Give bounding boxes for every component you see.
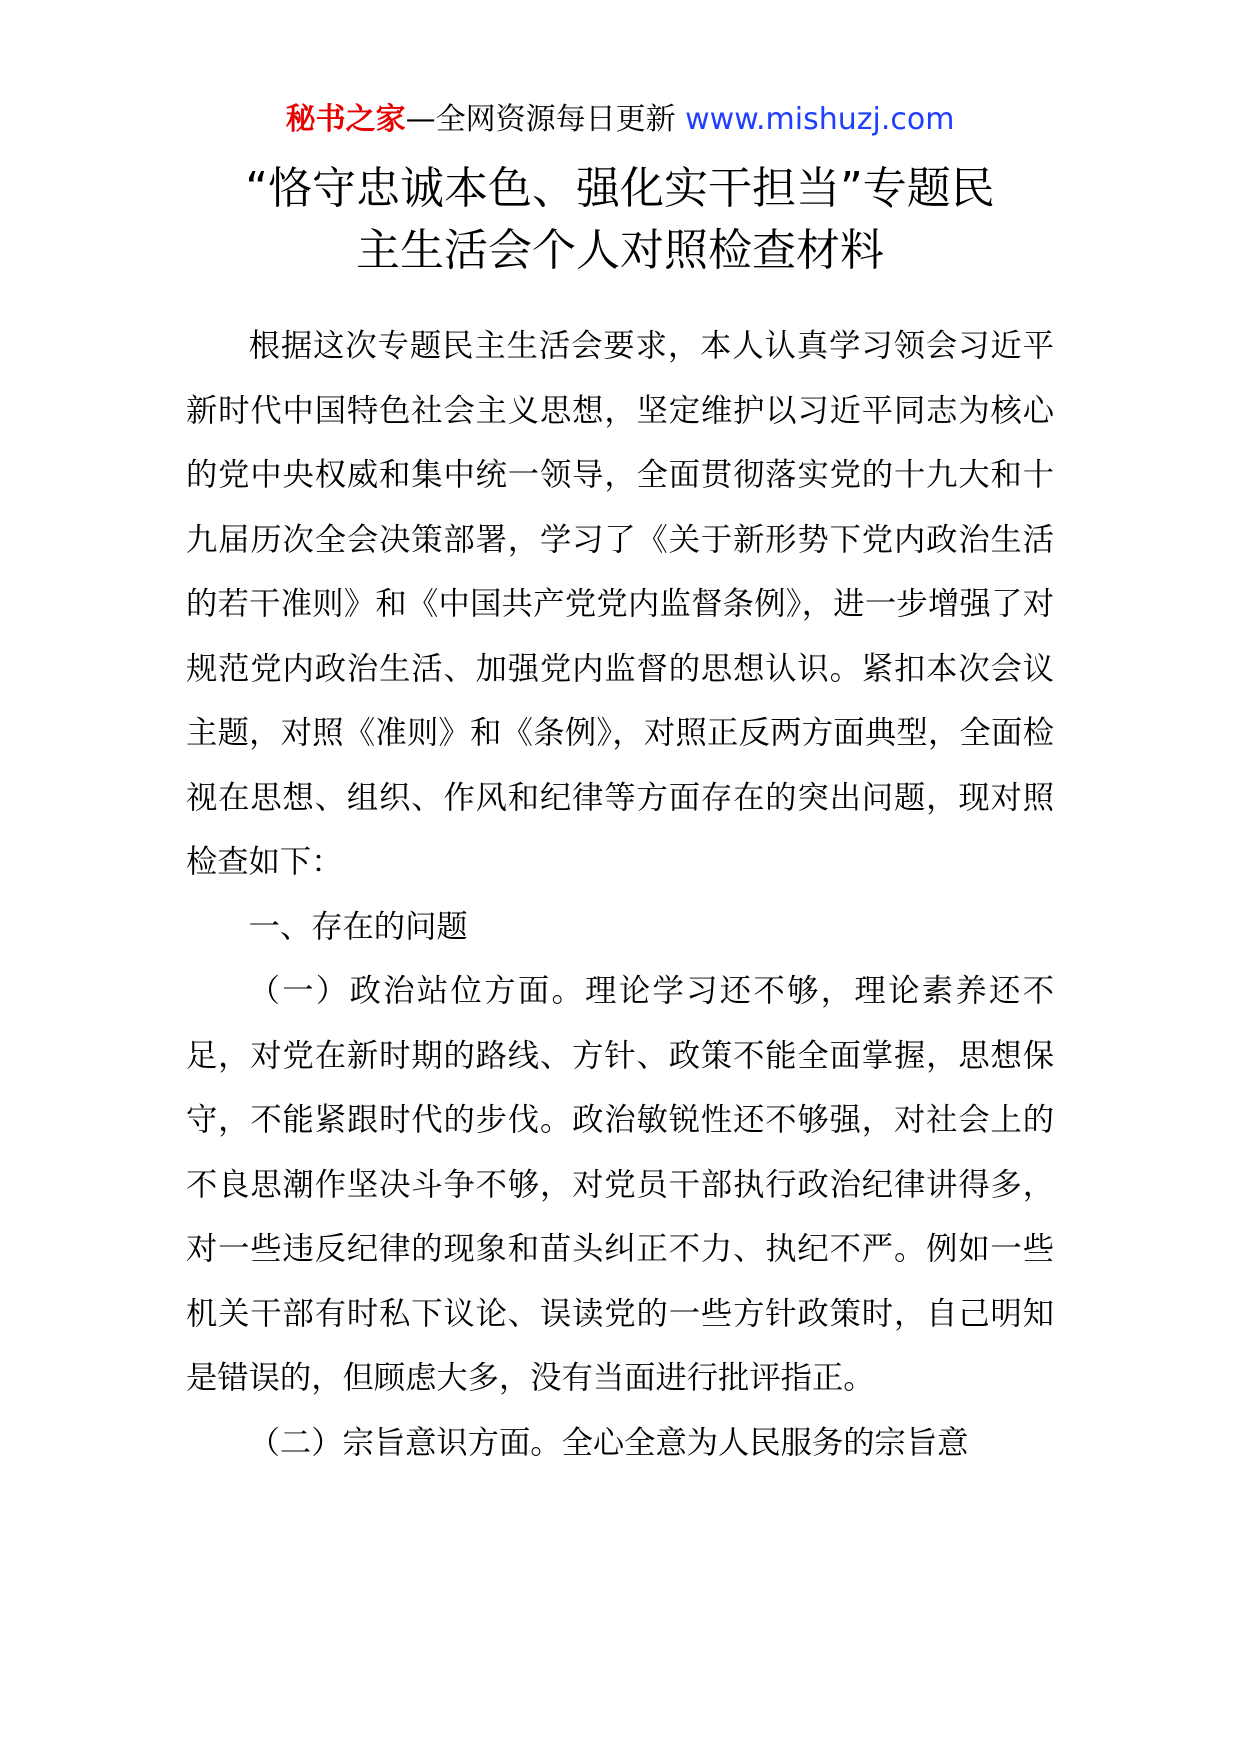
intro-paragraph: 根据这次专题民主生活会要求，本人认真学习领会习近平新时代中国特色社会主义思想，坚定维护以习近平同志为核心的党中央权威和集中统一领导，全面贯彻落实党的十九大和十九届历次全会决策部署，学习了《关于新形势下党内政治生活的若干准则》和《中国共产党党内监督条例》，进一步增强了对规范党内政治生活、加强党内监督的思想认识。紧扣本次会议主题，对照《准则》和《条例》，对照正反两方面典型，全面检视在思想、组织、作风和纪律等方面存在的突出问题，现对照检查如下：: [186, 328, 1054, 880]
document-body: [186, 314, 1054, 1475]
purpose-awareness-paragraph: （二）宗旨意识方面。全心全意为人民服务的宗旨意: [248, 1424, 969, 1461]
site-tagline: —全网资源每日更新: [405, 102, 676, 137]
site-url-link[interactable]: www.mishuzj.com: [685, 102, 955, 137]
title-line-1: “恪守忠诚本色、强化实干担当”专题民: [245, 163, 995, 214]
section-heading-problems: 一、存在的问题: [248, 908, 468, 945]
site-header: [0, 100, 1240, 140]
brand-name: 秘书之家: [285, 102, 406, 137]
political-stance-paragraph: （一）政治站位方面。理论学习还不够，理论素养还不足，对党在新时期的路线、方针、政策不能全面掌握，思想保守，不能紧跟时代的步伐。政治敏锐性还不够强，对社会上的不良思潮作坚决斗争不够，对党员干部执行政治纪律讲得多，对一些违反纪律的现象和苗头纠正不力、执纪不严。例如一些机关干部有时私下议论、误读党的一些方针政策时，自己明知是错误的，但顾虑大多，没有当面进行批评指正。: [186, 973, 1054, 1396]
document-title: [170, 158, 1070, 282]
title-line-2: 主生活会个人对照检查材料: [356, 225, 884, 276]
